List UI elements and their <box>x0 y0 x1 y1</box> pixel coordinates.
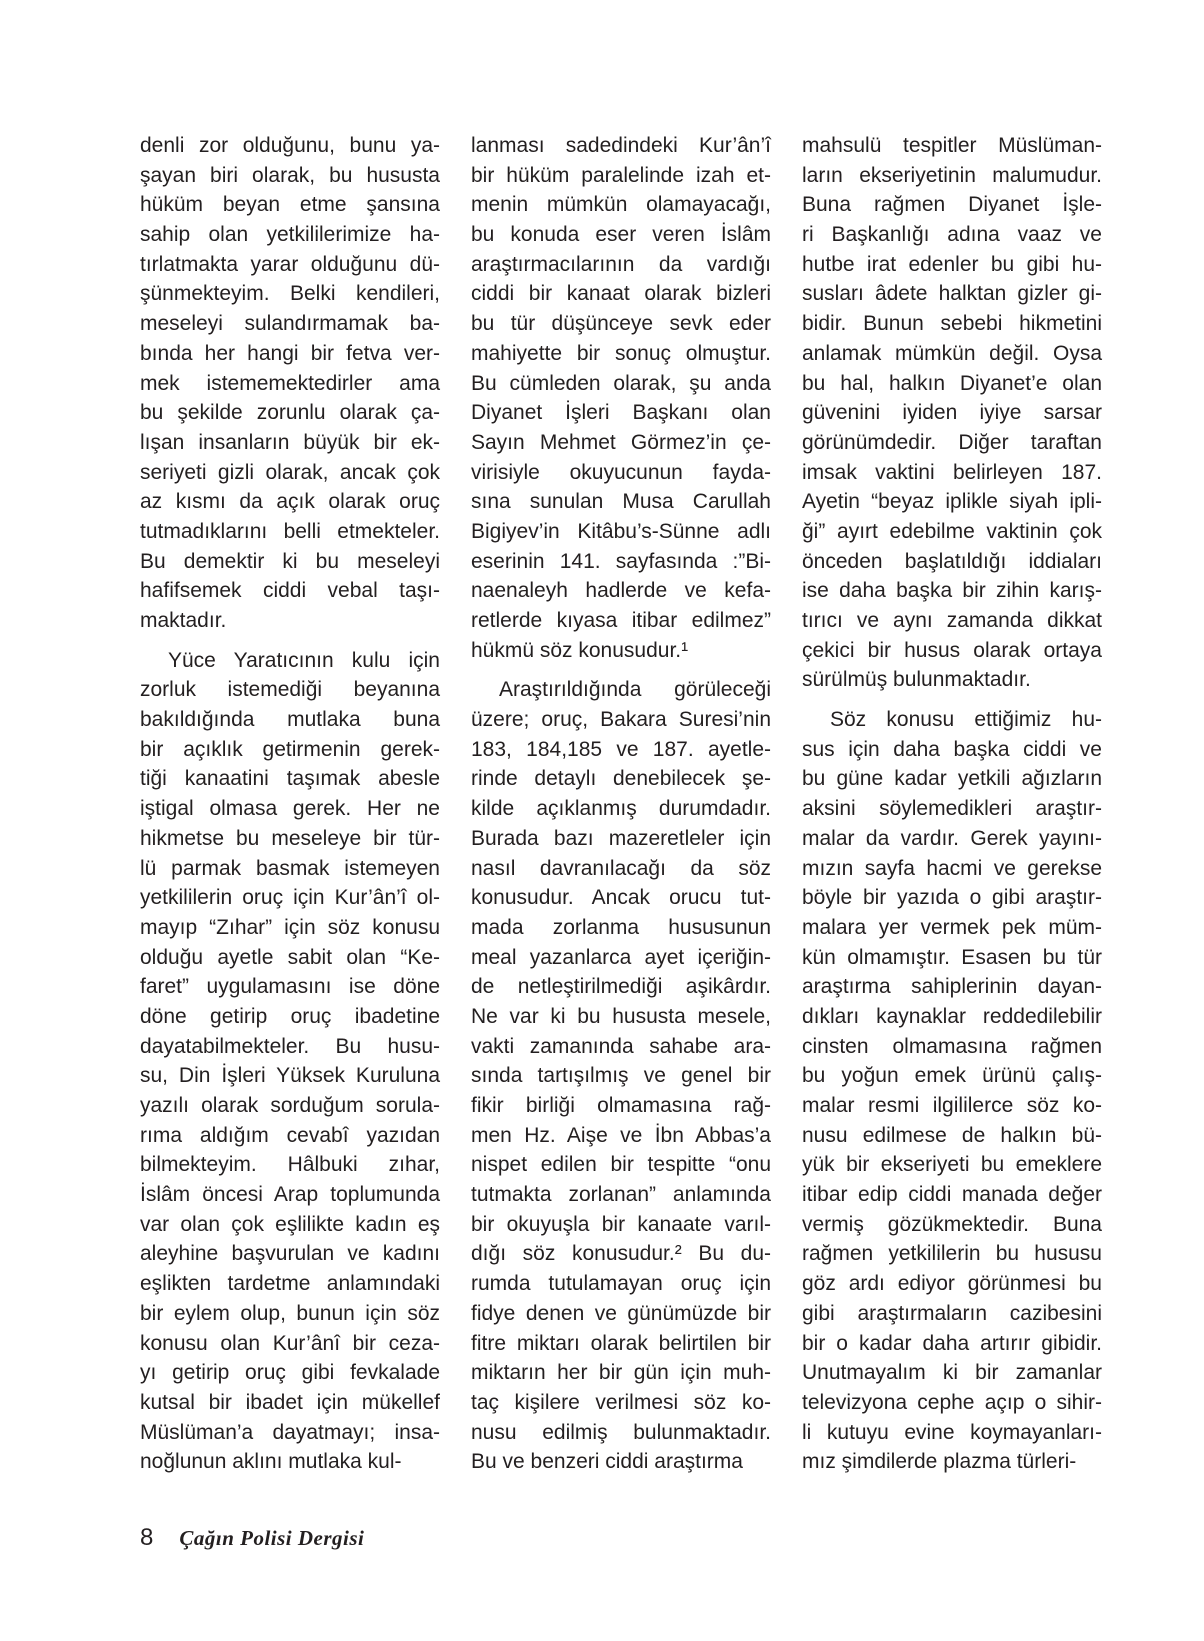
text-line: menin mümkün olamayacağı, <box>471 193 771 217</box>
text-line: nusu edilmiş bulunmaktadır. <box>471 1420 771 1444</box>
text-line: seriyeti gizli olarak, ancak çok <box>140 460 440 484</box>
text-line: Ne var ki bu hususta mesele, <box>471 1004 771 1028</box>
text-line: mayıp “Zıhar” için söz konusu <box>140 915 440 939</box>
text-line: zorluk istemediği beyanına <box>140 678 440 702</box>
text-line: malar da vardır. Gerek yayını- <box>802 826 1102 850</box>
text-line: rıma aldığım cevabî yazıdan <box>140 1123 440 1147</box>
text-line: Bu demektir ki bu meseleyi <box>140 549 440 573</box>
text-line: mahsulü tespitler Müslüman- <box>802 134 1102 157</box>
text-line: aksini söylemedikleri araştır- <box>802 797 1102 821</box>
text-line: lışan insanların büyük bir ek- <box>140 430 440 454</box>
text-line: Yüce Yaratıcının kulu için <box>168 648 440 672</box>
paragraph <box>140 131 440 636</box>
text-line: döne getirip oruç ibadetine <box>140 1004 440 1028</box>
text-line: ciddi bir kanaat olarak bizleri <box>471 282 771 306</box>
text-line: konusudur. Ancak orucu tut- <box>471 886 771 910</box>
text-line: su, Din İşleri Yüksek Kuruluna <box>140 1064 440 1088</box>
text-line: faret” uygulamasını ise döne <box>140 975 440 999</box>
text-line: cinsten olmamasına rağmen <box>802 1034 1102 1058</box>
text-line: 183, 184,185 ve 187. ayetle- <box>471 737 771 761</box>
text-line: çekici bir husus olarak ortaya <box>802 638 1102 662</box>
text-column-3 <box>802 131 1102 1487</box>
text-line: Ayetin “beyaz iplikle siyah ipli- <box>802 490 1102 514</box>
text-line: bidir. Bunun sebebi hikmetini <box>802 312 1102 336</box>
text-line: meal yazanlarca ayet içeriğin- <box>471 945 771 969</box>
text-line: sus için daha başka ciddi ve <box>802 737 1102 761</box>
text-line: denli zor olduğunu, bunu ya- <box>140 134 440 157</box>
text-line: Unutmayalım ki bir zamanlar <box>802 1361 1102 1385</box>
text-line: yük bir ekseriyeti bu emeklere <box>802 1153 1102 1177</box>
text-line: bu güne kadar yetkili ağızların <box>802 767 1102 791</box>
text-line: tırıcı ve aynı zamanda dikkat <box>802 609 1102 632</box>
text-line: gibi araştırmaların cazibesini <box>802 1301 1102 1325</box>
journal-name: Çağın Polisi Dergisi <box>179 1526 365 1550</box>
text-line: susları âdete halktan gizler gi- <box>802 282 1102 306</box>
text-line: araştırma sahiplerinin dayan- <box>802 975 1102 999</box>
text-line: göz ardı ediyor görünmesi bu <box>802 1272 1102 1296</box>
paragraph <box>471 131 771 665</box>
text-line: li kutuyu evine koymayanları- <box>802 1420 1102 1444</box>
text-line: dıkları kaynaklar reddedilebilir <box>802 1004 1102 1028</box>
text-line: iştigal olmasa gerek. Her ne <box>140 797 440 821</box>
text-line: ların ekseriyetinin malumudur. <box>802 163 1102 187</box>
text-line: meseleyi sulandırmamak ba- <box>140 312 440 336</box>
text-line: mahiyette bir sonuç olmuştur. <box>471 341 771 365</box>
paragraph <box>471 675 771 1477</box>
text-column-2 <box>471 131 771 1487</box>
text-line: görünümdedir. Diğer taraftan <box>802 430 1102 454</box>
text-line: konusu olan Kur’ânî bir ceza- <box>140 1331 440 1355</box>
text-line: ri Başkanlığı adına vaaz ve <box>802 223 1102 247</box>
text-line: ise daha başka bir zihin karış- <box>802 579 1102 603</box>
text-line: Buna rağmen Diyanet İşle- <box>802 193 1102 217</box>
page-footer <box>140 1524 364 1554</box>
text-line: eserinin 141. sayfasında :”Bi- <box>471 549 771 573</box>
text-line: vermiş gözükmektedir. Buna <box>802 1212 1102 1236</box>
text-line: dığı söz konusudur.² Bu du- <box>471 1242 771 1266</box>
text-line: de netleştirilmediği aşikârdır. <box>471 975 771 999</box>
text-line: yetkililerin oruç için Kur’ân’î ol- <box>140 886 440 910</box>
text-line: Bu ve benzeri ciddi araştırma <box>471 1450 743 1474</box>
text-line: nispet edilen bir tespitte “onu <box>471 1153 771 1177</box>
text-line: kün olmamıştır. Esasen bu tür <box>802 945 1102 969</box>
text-line: taç kişilere verilmesi söz ko- <box>471 1390 771 1414</box>
text-line: eşlikten tardetme anlamındaki <box>140 1272 440 1296</box>
text-line: bakıldığında mutlaka buna <box>140 708 440 732</box>
text-line: anlamak mümkün değil. Oysa <box>802 341 1102 365</box>
text-line: mız şimdilerde plazma türleri- <box>802 1450 1077 1474</box>
text-line: önceden başlatıldığı iddiaları <box>802 549 1102 573</box>
text-line: olduğu ayetle sabit olan “Ke- <box>140 945 440 969</box>
text-line: Müslüman’a dayatmayı; insa- <box>140 1420 440 1444</box>
text-line: şünmekteyim. Belki kendileri, <box>140 282 440 306</box>
text-line: bında her hangi bir fetva ver- <box>140 341 440 365</box>
text-line: kutsal bir ibadet için mükellef <box>140 1390 440 1414</box>
text-line: lü parmak basmak istemeyen <box>140 856 440 880</box>
text-line: Araştırıldığında görüleceği <box>499 678 771 702</box>
text-column-1 <box>140 131 440 1487</box>
text-line: Diyanet İşleri Başkanı olan <box>471 401 771 425</box>
text-line: bir açıklık getirmenin gerek- <box>140 737 440 761</box>
text-line: sına sunulan Musa Carullah <box>471 490 771 514</box>
text-line: fikir birliği olmamasına rağ- <box>471 1094 771 1117</box>
text-line: üzere; oruç, Bakara Suresi’nin <box>471 708 771 732</box>
text-line: rinde detaylı denebilecek şe- <box>471 767 771 791</box>
page-number: 8 <box>140 1524 154 1551</box>
text-line: İslâm öncesi Arap toplumunda <box>140 1183 440 1207</box>
paragraph <box>140 646 440 1477</box>
text-line: mek istememektedirler ama <box>140 371 440 395</box>
text-line: şayan biri olarak, bu hususta <box>140 163 440 187</box>
text-line: naenaleyh hadlerde ve kefa- <box>471 579 771 603</box>
text-line: tutmakta zorlanan” anlamında <box>471 1183 771 1207</box>
text-line: nasıl davranılacağı da söz <box>471 856 771 880</box>
text-line: rumda tutulamayan oruç için <box>471 1272 771 1296</box>
text-line: nusu edilmese de halkın bü- <box>802 1123 1102 1147</box>
text-line: araştırmacılarının da vardığı <box>471 252 771 276</box>
text-line: bu yoğun emek ürünü çalış- <box>802 1064 1102 1088</box>
text-line: virisiyle okuyucunun fayda- <box>471 460 771 484</box>
text-line: bu tür düşünceye sevk eder <box>471 312 771 336</box>
text-line: Bigiyev’in Kitâbu’s-Sünne adlı <box>471 519 771 543</box>
text-line: fidye denen ve günümüzde bir <box>471 1301 771 1325</box>
text-line: miktarın her bir gün için muh- <box>471 1361 771 1385</box>
paragraph <box>802 705 1102 1477</box>
text-line: hutbe irat edenler bu gibi hu- <box>802 252 1102 276</box>
text-line: bir hüküm paralelinde izah et- <box>471 163 771 187</box>
text-line: malara yer vermek pek müm- <box>802 915 1102 939</box>
text-line: tutmadıklarını belli etmekteler. <box>140 519 440 543</box>
text-line: tiği kanaatini taşımak abesle <box>140 767 440 791</box>
text-line: hikmetse bu meseleye bir tür- <box>140 826 440 850</box>
text-line: vakti zamanında sahabe ara- <box>471 1034 771 1058</box>
text-line: bir okuyuşla bir kanaate varıl- <box>471 1212 771 1236</box>
text-line: men Hz. Aişe ve İbn Abbas’a <box>471 1123 771 1147</box>
text-line: fitre miktarı olarak belirtilen bir <box>471 1331 771 1355</box>
text-line: Söz konusu ettiğimiz hu- <box>830 708 1102 732</box>
text-line: az kısmı da açık olarak oruç <box>140 490 440 514</box>
text-line: bir o kadar daha artırır gibidir. <box>802 1331 1102 1355</box>
text-line: böyle bir yazıda o gibi araştır- <box>802 886 1102 910</box>
text-line: tırlatmakta yarar olduğunu dü- <box>140 252 440 276</box>
text-line: sında tartışılmış ve genel bir <box>471 1064 771 1088</box>
text-line: retlerde kıyasa itibar edilmez” <box>471 609 771 632</box>
text-line: bir eylem olup, bunun için söz <box>140 1301 440 1325</box>
text-line: imsak vaktini belirleyen 187. <box>802 460 1102 484</box>
text-line: mızın sayfa hacmi ve gerekse <box>802 856 1102 880</box>
text-line: kilde açıklanmış durumdadır. <box>471 797 771 821</box>
text-line: hükmü söz konusudur.¹ <box>471 638 689 662</box>
text-line: maktadır. <box>140 609 227 632</box>
text-line: Burada bazı mazeretleler için <box>471 826 771 850</box>
paragraph <box>802 131 1102 695</box>
text-line: hüküm beyan etme şansına <box>140 193 440 217</box>
text-line: sürülmüş bulunmaktadır. <box>802 668 1031 692</box>
text-line: mada zorlanma hususunun <box>471 915 771 939</box>
text-line: ği” ayırt edebilme vaktinin çok <box>802 519 1102 543</box>
text-line: rağmen yetkililerin bu hususu <box>802 1242 1102 1266</box>
text-line: noğlunun aklını mutlaka kul- <box>140 1450 402 1474</box>
text-line: Bu cümleden olarak, şu anda <box>471 371 771 395</box>
text-line: dayatabilmekteler. Bu husu- <box>140 1034 440 1058</box>
text-line: televizyona cephe açıp o sihir- <box>802 1390 1102 1414</box>
text-line: lanması sadedindeki Kur’ân’î <box>471 134 771 157</box>
text-line: var olan çok eşlilikte kadın eş <box>140 1212 440 1236</box>
text-line: yı getirip oruç gibi fevkalade <box>140 1361 440 1385</box>
text-line: Sayın Mehmet Görmez’in çe- <box>471 430 771 454</box>
text-line: bu şekilde zorunlu olarak ça- <box>140 401 440 425</box>
text-line: güvenini iyiden iyiye sarsar <box>802 401 1102 425</box>
text-line: sahip olan yetkililerimize ha- <box>140 223 440 247</box>
text-line: aleyhine başvurulan ve kadını <box>140 1242 440 1266</box>
text-line: bilmekteyim. Hâlbuki zıhar, <box>140 1153 440 1177</box>
text-line: bu hal, halkın Diyanet’e olan <box>802 371 1102 395</box>
text-line: itibar edip ciddi manada değer <box>802 1183 1102 1207</box>
text-line: hafifsemek ciddi vebal taşı- <box>140 579 440 603</box>
text-line: bu konuda eser veren İslâm <box>471 223 771 247</box>
text-line: yazılı olarak sorduğum sorula- <box>140 1094 440 1117</box>
text-line: malar resmi ilgililerce söz ko- <box>802 1094 1102 1117</box>
